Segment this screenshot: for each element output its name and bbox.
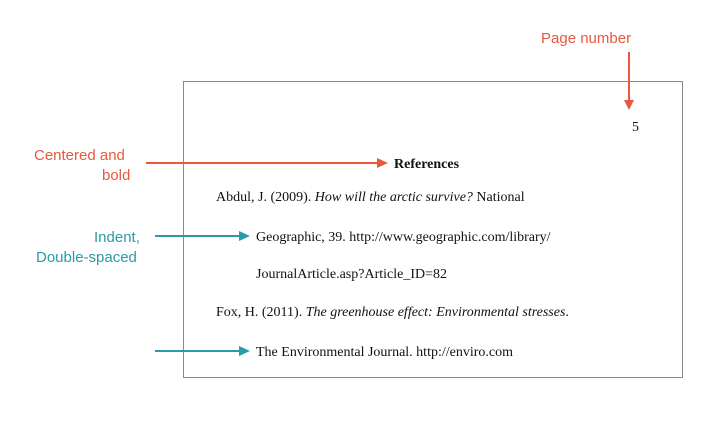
reference-entry-1-line-1 [216, 189, 525, 207]
entry-1-title: How will the arctic survive? [314, 190, 473, 205]
entry-2-period: . [565, 305, 569, 320]
centered-bold-callout-line2: bold [102, 167, 131, 184]
reference-entry-1-line-2: Geographic, 39. http://www.geographic.com/library/ [256, 230, 551, 245]
entry-1-source-start: National [472, 190, 525, 205]
reference-entry-2-line-2: The Environmental Journal. http://enviro.com [256, 345, 513, 360]
centered-bold-callout-line1: Centered and [34, 147, 125, 164]
indent-callout-line1: Indent, [94, 229, 140, 246]
reference-entry-2-line-1 [216, 304, 569, 322]
page-number-callout: Page number [541, 30, 632, 47]
entry-1-author-date: Abdul, J. (2009). [216, 190, 315, 205]
page-number: 5 [632, 120, 639, 135]
references-title: References [394, 157, 460, 172]
entry-2-title: The greenhouse effect: Environmental stresses [305, 305, 566, 320]
reference-entry-1-line-3: JournalArticle.asp?Article_ID=82 [256, 267, 447, 282]
indent-callout-line2: Double-spaced [36, 249, 137, 266]
entry-2-author-date: Fox, H. (2011). [216, 305, 306, 320]
